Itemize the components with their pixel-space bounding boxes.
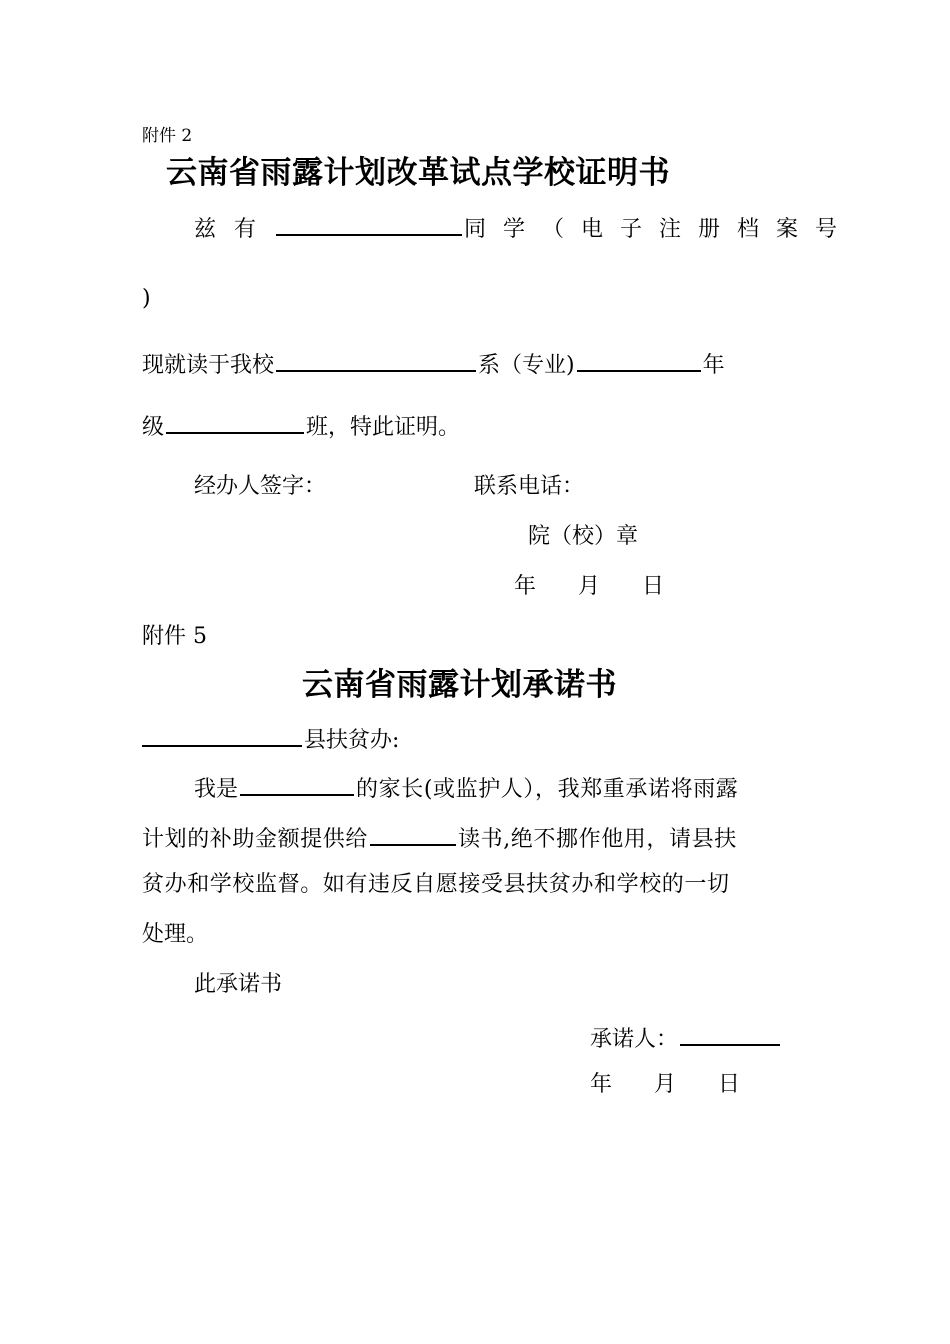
cert-date-year: 年 bbox=[514, 574, 537, 599]
county-blank[interactable] bbox=[142, 725, 302, 747]
promise-text-subsidy: 计划的补助金额提供给 bbox=[142, 827, 369, 852]
promise-title: 云南省雨露计划承诺书 bbox=[302, 667, 617, 703]
recipient-blank[interactable] bbox=[370, 824, 456, 846]
promise-date-day: 日 bbox=[718, 1072, 741, 1097]
cert-line-1 bbox=[194, 214, 854, 241]
promise-line-1 bbox=[194, 774, 738, 801]
cert-text-study-at: 现就读于我校 bbox=[142, 353, 275, 378]
promise-closing: 此承诺书 bbox=[194, 972, 283, 997]
promise-text-iam: 我是 bbox=[194, 777, 239, 802]
handler-signature-label: 经办人签字： bbox=[194, 474, 327, 499]
cert-text-ziyou: 兹有 bbox=[194, 217, 275, 242]
cert-text-class-certify: 班，特此证明。 bbox=[306, 415, 461, 440]
addressee-line bbox=[142, 725, 399, 752]
cert-text-major: 系（专业) bbox=[478, 353, 575, 378]
promise-text-study: 读书,绝不挪作他用，请县扶 bbox=[458, 827, 737, 852]
student-name-blank[interactable] bbox=[276, 214, 462, 236]
attachment-label-2: 附件 2 bbox=[142, 126, 193, 146]
contact-phone-label: 联系电话： bbox=[474, 474, 585, 499]
cert-text-year: 年 bbox=[702, 353, 725, 378]
promise-text-parent: 的家长(或监护人），我郑重承诺将雨露 bbox=[356, 777, 739, 802]
cert-date-day: 日 bbox=[642, 574, 665, 599]
promise-line-4: 处理。 bbox=[142, 922, 209, 947]
class-blank[interactable] bbox=[166, 412, 304, 434]
department-blank[interactable] bbox=[276, 350, 476, 372]
archive-number-close-paren: ) bbox=[142, 286, 151, 311]
promise-line-2 bbox=[142, 824, 737, 851]
promise-date-month: 月 bbox=[654, 1072, 677, 1097]
cert-line-2 bbox=[142, 350, 725, 377]
promiser-line bbox=[590, 1024, 782, 1051]
promise-date-year: 年 bbox=[590, 1072, 613, 1097]
major-blank[interactable] bbox=[577, 350, 701, 372]
cert-text-grade: 级 bbox=[142, 415, 165, 440]
promise-line-3: 贫办和学校监督。如有违反自愿接受县扶贫办和学校的一切 bbox=[142, 872, 730, 897]
promiser-label: 承诺人： bbox=[590, 1027, 679, 1052]
cert-date-month: 月 bbox=[578, 574, 601, 599]
certificate-title: 云南省雨露计划改革试点学校证明书 bbox=[166, 155, 670, 191]
addressee-text: 县扶贫办: bbox=[304, 728, 400, 753]
cert-text-student-archive: 同学（电子注册档案号 bbox=[464, 217, 855, 242]
cert-line-3 bbox=[142, 412, 460, 439]
school-seal-label: 院（校）章 bbox=[528, 524, 639, 549]
child-name-blank[interactable] bbox=[240, 774, 354, 796]
promiser-signature-blank[interactable] bbox=[680, 1024, 780, 1046]
attachment-label-5: 附件 5 bbox=[142, 624, 207, 649]
